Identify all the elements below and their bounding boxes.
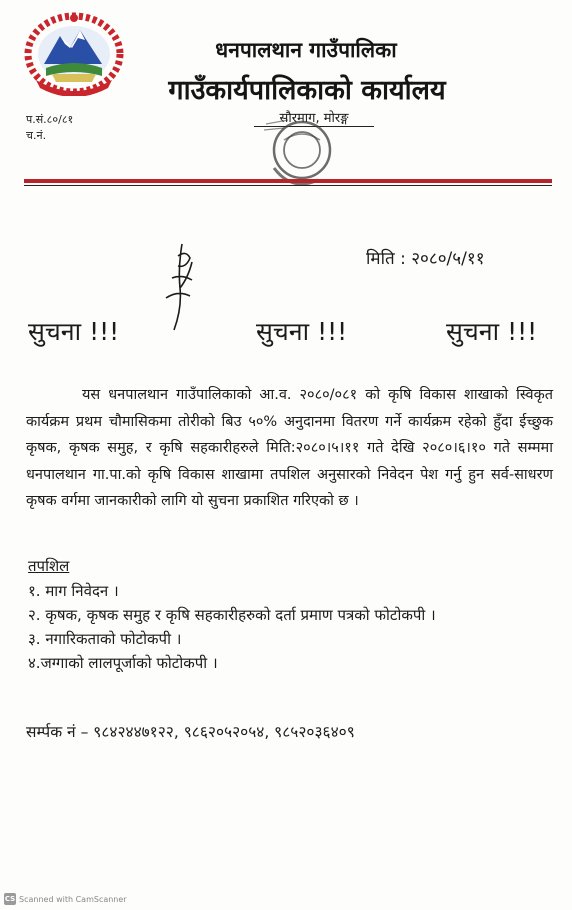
header-rule-red bbox=[24, 179, 552, 183]
details-item-3: ३. नगारिकताको फोटोकपी । bbox=[28, 630, 182, 648]
dispatch-number: च.नं. bbox=[26, 129, 47, 142]
notice-body: यस धनपालथान गाउँपालिकाको आ.व. २०८०/०८१ को कृषि विकास शाखाको स्विकृत कार्यक्रम प्रथम चौमासिकमा तोरीको बिउ ५०% अनुदानमा वितरण गर्ने कार्यक्रम रहेको हुँदा ईच्छुक कृषक, कृषक समुह, र कृषि सहकारीहरुले मिति:२०८०।५।११ गते देखि २०८०।६।१० गते सम्ममा धनपालथान गा.पा.को कृषि विकास शाखामा तपशिल अनुसारको निवेदन पेश गर्नु हुन सर्व-साधरण कृषक वर्गमा जानकारीको लागि यो सुचना प्रकाशित गरिएको छ । bbox=[26, 387, 553, 509]
camscanner-logo-icon: CS bbox=[4, 895, 16, 903]
notice-date: मिति : २०८०/५/११ bbox=[366, 249, 485, 269]
details-item-1: १. माग निवेदन । bbox=[28, 582, 119, 600]
details-item-4: ४.जग्गाको लालपूर्जाको फोटोकपी । bbox=[28, 654, 218, 672]
details-item-2: २. कृषक, कृषक समुह र कृषि सहकारीहरुको दर्ता प्रमाण पत्रको फोटोकपी । bbox=[28, 606, 436, 624]
details-heading: तपशिल bbox=[28, 557, 70, 575]
office-name: गाउँकार्यपालिकाको कार्यालय bbox=[168, 75, 446, 106]
reference-number: प.सं.८०/८१ bbox=[26, 113, 74, 126]
office-address: सौरमाग, मोरङ्ग bbox=[254, 108, 374, 126]
notice-heading-2: सुचना !!! bbox=[256, 317, 348, 346]
notice-heading-1: सुचना !!! bbox=[28, 317, 120, 346]
notice-heading-3: सुचना !!! bbox=[446, 317, 538, 346]
scanner-label: Scanned with CamScanner bbox=[19, 894, 127, 904]
scanner-watermark bbox=[4, 893, 127, 905]
nepal-emblem-icon bbox=[22, 10, 126, 96]
signature-icon bbox=[152, 238, 204, 338]
header-rule-black bbox=[24, 185, 552, 186]
contact-numbers: सर्म्पक नं – ९८४२४४७१२२, ९८६२०५२०५४, ९८५२०३६४०९ bbox=[26, 723, 355, 741]
organization-name: धनपालथान गाउँपालिका bbox=[215, 38, 397, 62]
